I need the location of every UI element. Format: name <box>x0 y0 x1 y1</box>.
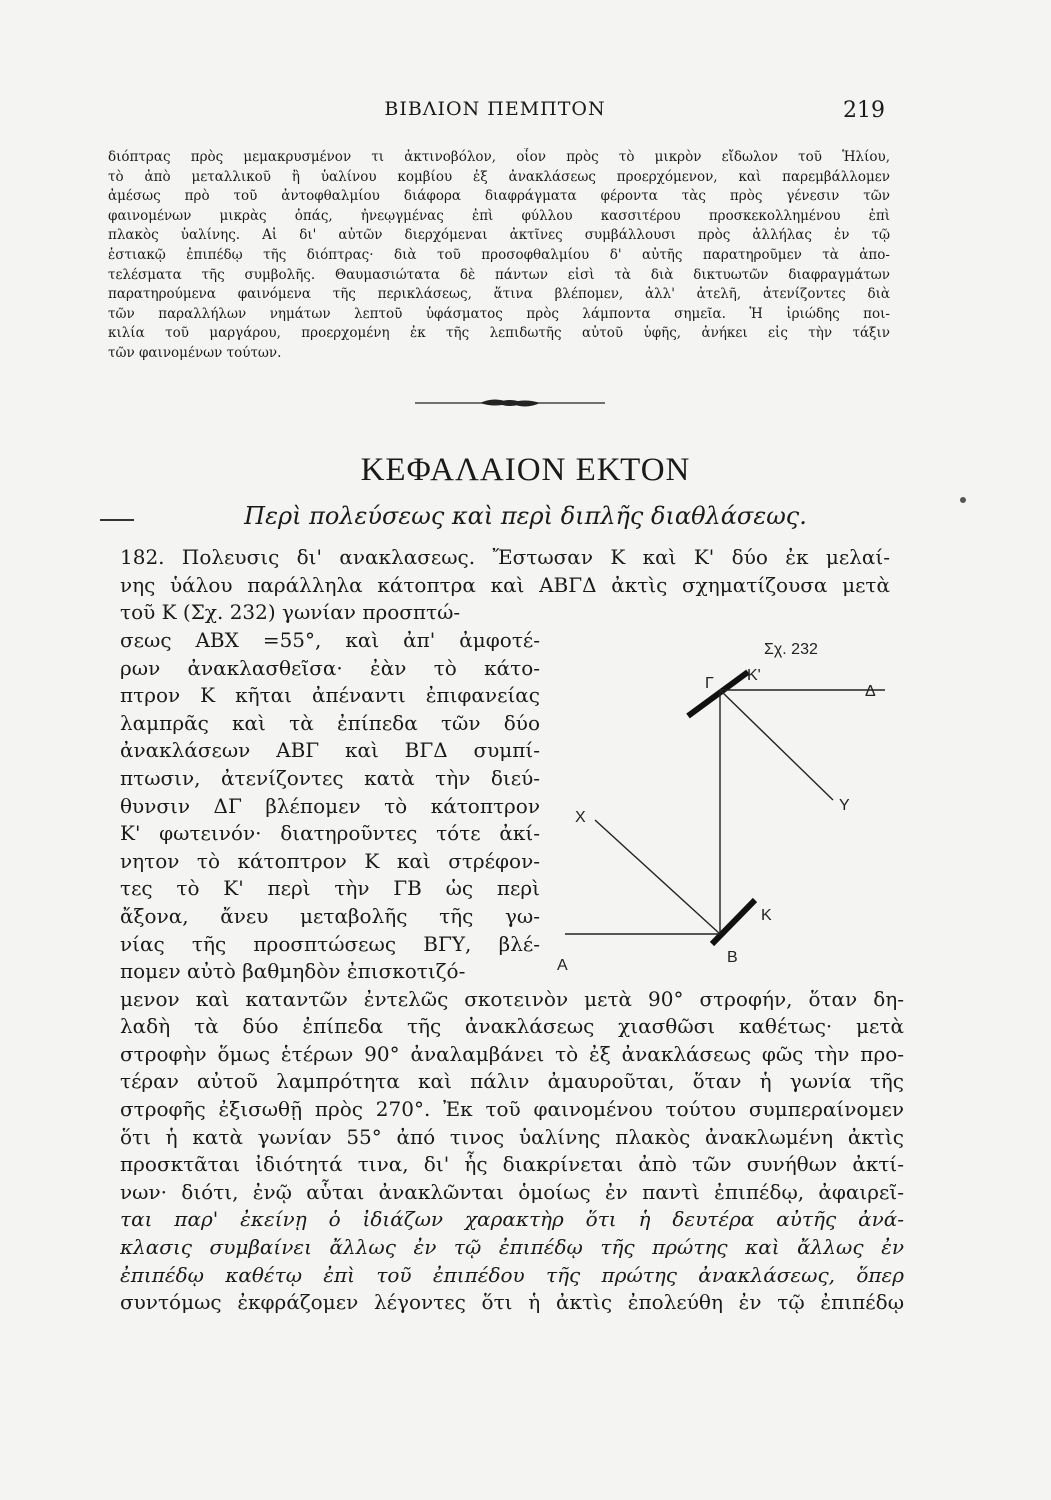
text-line: διόπτρας πρὸς μεμακρυσμένον τι ἀκτινοβόλον, οἷον πρὸς τὸ μικρὸν εἴδωλον τοῦ Ἡλίου, <box>108 149 890 165</box>
label-b: B <box>727 949 738 966</box>
text-line: νητον τὸ κάτοπτρον Κ καὶ στρέφον- <box>120 848 540 873</box>
mirror-k <box>712 900 755 944</box>
text-line: τῶν παραλλήλων νημάτων λεπτοῦ ὑφάσματος πρὸς λάμποντα σημεῖα. Ἡ ἰριώδης ποι- <box>108 305 890 322</box>
text-line: στροφὴν ὅμως ἑτέρων 90° ἀναλαμβάνει τὸ ἐξ ἀνακλάσεως φῶς τὴν προ- <box>120 1041 904 1066</box>
text-line: συντόμως ἐκφράζομεν λέγοντες ὅτι ἡ ἀκτὶς ἐπολεύθη ἐν τῷ ἐπιπέδῳ <box>120 1290 904 1315</box>
text-line: λαδὴ τὰ δύο ἐπίπεδα τῆς ἀνακλάσεως χιασθῶσι καθέτως· μετὰ <box>120 1014 904 1039</box>
text-line: πτωσιν, ἀτενίζοντες κατὰ τὴν διεύ- <box>120 765 540 790</box>
text-line: Κ' φωτεινόν· διατηροῦντες τότε ἀκί- <box>120 821 540 846</box>
text-line: παρατηρούμενα φαινόμενα τῆς περικλάσεως, ἅτινα βλέπομεν, ἀλλ' ἀτελῆ, ἀτενίζοντες διὰ <box>108 286 890 303</box>
section-182-narrow-column <box>120 627 540 958</box>
label-a: A <box>557 957 568 972</box>
label-k-prime: K' <box>747 667 761 684</box>
text-line: ρων ἀνακλασθεῖσα· ἐὰν τὸ κάτο- <box>120 655 540 680</box>
text-line: νίας τῆς προσπτώσεως ΒΓΥ, βλέ- <box>120 931 540 956</box>
text-line: θυνσιν ΔΓ βλέπομεν τὸ κάτοπτρον <box>120 793 540 818</box>
section-ornament <box>415 392 605 414</box>
label-x: X <box>575 809 586 826</box>
text-line: τέραν αὐτοῦ λαμπρότητα καὶ πάλιν ἀμαυροῦται, ὅταν ἡ γωνία τῆς <box>120 1069 904 1094</box>
text-line: ἀνακλάσεων ΑΒΓ καὶ ΒΓΔ συμπί- <box>120 738 540 763</box>
text-line: πτρον Κ κῆται ἀπέναντι ἐπιφανείας <box>120 683 540 708</box>
text-line: σεως ΑΒΧ =55°, καὶ ἀπ' ἀμφοτέ- <box>120 628 540 652</box>
chapter-subtitle: Περὶ πολεύσεως καὶ περὶ διπλῆς διαθλάσεως. <box>244 502 807 530</box>
ray-gamma-y <box>720 690 833 800</box>
text-line: ἐπιπέδῳ καθέτῳ ἐπὶ τοῦ ἐπιπέδου τῆς πρώτης ἀνακλάσεως, ὅπερ <box>120 1262 904 1287</box>
text-line: 182. Πολευσις δι' ανακλασεως. Ἔστωσαν Κ καὶ Κ' δύο ἐκ μελαί- <box>120 545 890 569</box>
text-line: νης ὑάλου παράλληλα κάτοπτρα καὶ ΑΒΓΔ ἀκτὶς σχηματίζουσα μετὰ <box>120 572 890 597</box>
section-182-continuation <box>120 958 904 1317</box>
running-header <box>105 98 885 132</box>
text-line: ται παρ' ἐκείνῃ ὁ ἰδιάζων χαρακτὴρ ὅτι ἡ δευτέρα αὐτῆς ἀνά- <box>120 1207 904 1232</box>
text-line: τῶν φαινομένων τούτων. <box>108 344 282 361</box>
label-delta: Δ <box>865 683 876 700</box>
text-line: στροφῆς ἐξισωθῇ πρὸς 270°. Ἐκ τοῦ φαινομένου τούτου συμπεραίνομεν <box>120 1096 904 1121</box>
previous-paragraph <box>108 148 890 364</box>
text-line: ἄξονα, ἄνευ μεταβολῆς τῆς γω- <box>120 903 540 928</box>
text-line: κιλία τοῦ μαργάρου, προερχομένη ἐκ τῆς λεπιδωτῆς αὐτοῦ ὑφῆς, ἀνήκει εἰς τὴν τάξιν <box>108 325 890 342</box>
chapter-title: ΚΕΦΑΛΑΙΟΝ ΕΚΤΟΝ <box>360 452 691 488</box>
label-k: K <box>761 907 772 924</box>
text-line: προσκτᾶται ἰδιότητά τινα, δι' ἧς διακρίνεται ἀπὸ τῶν συνήθων ἀκτί- <box>120 1152 904 1177</box>
label-y: Y <box>839 797 850 814</box>
label-gamma: Γ <box>705 675 714 692</box>
text-line: τες τὸ Κ' περὶ τὴν ΓΒ ὡς περὶ <box>120 876 540 901</box>
text-line: τοῦ Κ (Σχ. 232) γωνίαν προσπτώ- <box>120 600 461 625</box>
text-line: ἑστιακῷ ἐπιπέδῳ τῆς διόπτρας· διὰ τοῦ προσοφθαλμίου δ' αὐτῆς παρατηροῦμεν τὰ ἀπο- <box>108 246 890 263</box>
text-line: μενον καὶ καταντῶν ἐντελῶς σκοτεινὸν μετὰ 90° στροφήν, ὅταν δη- <box>120 986 904 1011</box>
text-line: ἀμέσως πρὸ τοῦ ἀντοφθαλμίου διάφορα διαφράγματα φέροντα τὰς πρὸς γένεσιν τῶν <box>108 188 890 205</box>
text-line: τὸ ἀπὸ μεταλλικοῦ ἢ ὑαλίνου κομβίου ἐξ ἀνακλάσεως προερχόμενον, καὶ παρεμβάλλομεν <box>108 168 890 185</box>
text-line: ὅτι ἡ κατὰ γωνίαν 55° ἀπό τινος ὑαλίνης πλακὸς ἀνακλωμένη ἀκτὶς <box>120 1124 904 1149</box>
ray-x-b <box>595 820 720 934</box>
text-line: πλακὸς ὑαλίνης. Αἱ δι' αὐτῶν διερχόμεναι ἀκτῖνες συμβάλλουσι πρὸς ἀλλήλας ἐν τῷ <box>108 227 890 244</box>
text-line: φαινομένων μικρὰς ὀπάς, ἠνεῳγμένας ἐπὶ φύλλου κασσιτέρου προσκεκολλημένου ἐπὶ <box>108 207 890 224</box>
page-number: 219 <box>843 98 885 123</box>
text-line: πομεν αὐτὸ βαθμηδὸν ἐπισκοτιζό- <box>120 959 466 983</box>
margin-speck <box>960 497 966 503</box>
text-line: τελέσματα τῆς συμβολῆς. Θαυμασιώτατα δὲ πάντων εἰσὶ τὰ διὰ δικτυωτῶν διαφραγμάτων <box>108 266 890 283</box>
figure-232 <box>545 622 905 972</box>
section-182-opening <box>120 544 890 627</box>
text-line: λαμπρᾶς καὶ τὰ ἐπίπεδα τῶν δύο <box>120 710 540 735</box>
text-line: νων· διότι, ἐνῷ αὗται ἀνακλῶνται ὁμοίως ἐν παντὶ ἐπιπέδῳ, ἀφαιρεῖ- <box>120 1179 904 1204</box>
figure-caption: Σχ. 232 <box>764 641 818 658</box>
text-line: κλασις συμβαίνει ἄλλως ἐν τῷ ἐπιπέδῳ τῆς πρώτης καὶ ἄλλως ἐν <box>120 1234 904 1259</box>
running-title: ΒΙΒΛΙΟΝ ΠΕΜΠΤΟΝ <box>384 98 606 120</box>
